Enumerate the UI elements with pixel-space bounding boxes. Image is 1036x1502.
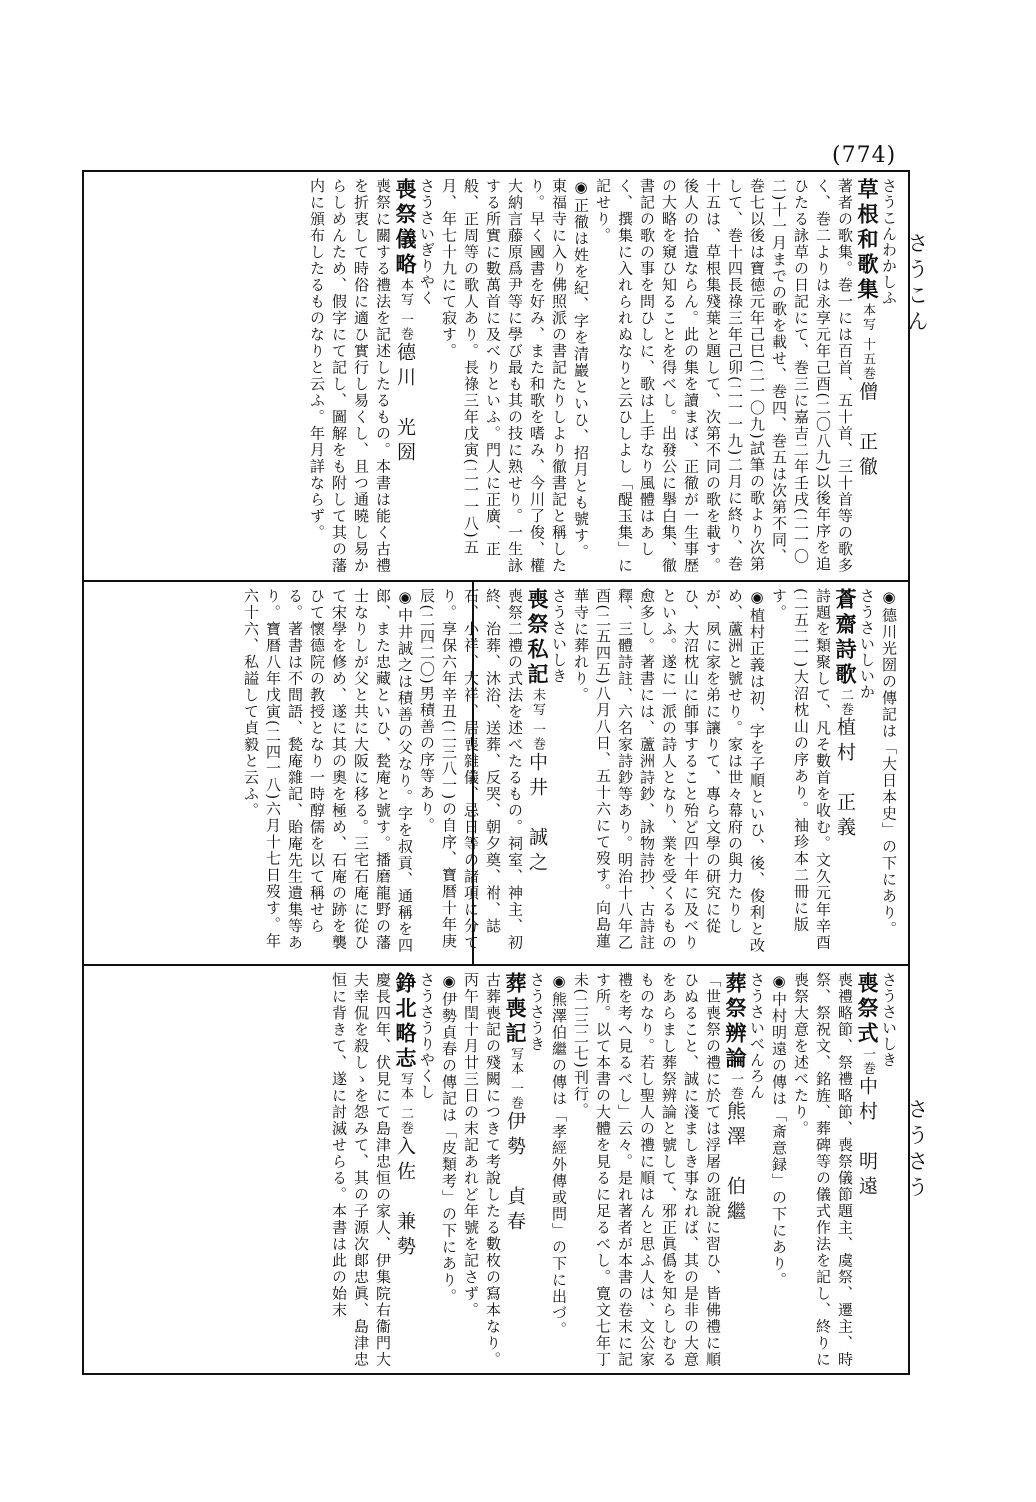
entry-author: 熊澤 伯繼	[724, 1101, 746, 1226]
entry-volumes: 写本 二巻	[398, 1072, 413, 1136]
entry-sousai-shiki-2	[768, 972, 900, 1368]
entry-reading: さうさいしき	[880, 972, 898, 1068]
entry-heading	[394, 178, 416, 574]
entry-author: 中井 誠之	[526, 751, 548, 877]
entry-reading: さうさいしいか	[858, 588, 876, 700]
entry-title: 蒼齋詩歌	[833, 588, 858, 688]
entry-body: 著者の歌集。巻一には百首、五十首、三十首等の歌多く、巻二よりは永享元年己酉(二〇八九)以後年序を追ひたる詠草の日記にて、巻三に嘉吉二年壬戌(二一〇二)十一月までの歌を載せ、巻四、巻五は次第不同、巻七以後は寶徳元年己巳(二一〇九)試筆の歌より次第して、巻十四長祿三年己卯(二一一九)二月に終り、巻十五は、草根集殘葉と題して、次第不同の歌を載す。後人の拾遺ならん。此の集を讀まば、正徹が一生事歴の大略を窺ひ知ることを得べし。出發公に擧白集、徹書記の歌の事を問ひしに、歌は上手なり風體はあしく、撰集に入れられぬなりと云ひしよし「醍玉集」に記せり。	[594, 178, 854, 574]
entry-volumes: 二巻	[838, 688, 853, 717]
entry-heading	[856, 972, 878, 1368]
entry-author: 德川 光圀	[394, 341, 416, 467]
entry-sousai-shiika	[570, 588, 878, 958]
entry-volumes: 写本 一巻	[508, 1047, 523, 1111]
entry-volumes: 一巻	[728, 1072, 743, 1101]
entry-author: 植村 正義	[834, 717, 856, 842]
entry-author: 伊勢 貞春	[504, 1110, 526, 1236]
entry-volumes: 未写 一巻	[530, 688, 545, 752]
entry-author: 入佐 兼勢	[394, 1135, 416, 1261]
entry-reading: さうさいしき	[550, 588, 568, 684]
running-head-top: さうこん	[905, 232, 929, 336]
entry-title: 喪祭儀略	[393, 178, 418, 278]
entry-sousai-shiki	[240, 588, 570, 958]
entry-sousou-ki	[438, 972, 548, 1368]
entry-author: 中村 明遠	[856, 1076, 878, 1201]
entry-reading: さうさいぎりやく	[418, 178, 436, 306]
running-head-bottom: さうさう	[905, 1098, 929, 1202]
entry-author: 僧 正徹	[856, 381, 878, 482]
entry-note: ◉ 中村明遠の傳は「斎意録」の下にあり。	[768, 972, 790, 1368]
upper-band	[92, 178, 900, 574]
entry-body: 喪禮略節、祭禮略節、喪祭儀節題主、虞祭、遷主、時祭、祭祝文、銘旌、葬碑等の儀式作法を記し、終りに喪祭大意を述べたり。	[792, 972, 854, 1368]
entry-sousai-giryaku	[306, 178, 438, 574]
entry-title: 葬喪記	[503, 972, 528, 1047]
entry-heading	[526, 588, 548, 958]
entry-note: ◉ 中井誠之は積善の父なり。字を叔貢、通稱を四郎、また忠藏といひ、甃庵と號す。播磨龍野の藩士なりしが父と共に大阪に移る。三宅石庵に從ひて宋學を修め、遂に其の奧を極め、石庵の跡を襲ひて懷德院の教授となり一時醇儒を以て稱せらる。著書は不間語、甃庵雜記、貽庵先生遺集等あり。寶暦八年戊寅(二四一八)六月十七日歿す。年六十六、私謚して貞毅と云ふ。	[240, 588, 416, 958]
entry-heading	[724, 972, 746, 1368]
entry-heading	[504, 972, 526, 1368]
entry-title: 錚北略志	[393, 972, 418, 1072]
entry-note: ◉ 正徹は姓を紀、字を清巖といひ、招月とも號す。東福寺に入り佛照派の書記たりしより徹書記と稱したり。早く國書を好み、また和歌を嗜み、今川了俊、權大納言藤原爲尹等に學び最も其の技に熟せり。一生詠する所實に數萬首に及べりといふ。門人に正廣、正般、正周等の歌人あり。長祿三年戊寅(二一一八)五月、年七十九にて寂す。	[438, 178, 592, 574]
entry-soukon-wakashu	[438, 178, 900, 574]
entry-note: ◉ 熊澤伯繼の傳は「孝經外傳或問」の下に出づ。	[548, 972, 570, 1368]
entry-reading: さうさいべんろん	[748, 972, 766, 1100]
divider-upper	[82, 580, 910, 582]
entry-title: 葬祭辨論	[723, 972, 748, 1072]
entry-note: ◉ 伊勢貞春の傳記は「皮類考」の下にあり。	[438, 972, 460, 1368]
entry-volumes: 一巻	[860, 1047, 875, 1076]
entry-continuation-note	[878, 588, 900, 958]
entry-note: ◉ 植村正義は初、字を子順といひ、後、俊利と改め、蘆洲と號せり。家は世々幕府の與力たりしが、夙に家を弟に讓りて、專ら文學の研究に從ひ、大沼枕山に師事すること殆ど四十年に及べりといふ。遂に一派の詩人となり、業を受くるもの愈多し。著書には、蘆洲詩鈔、詠物詩抄、古詩註釋、三體詩註、六名家詩鈔等あり。明治十八年乙酉(二五四五)八月八日、五十六にて歿す。向島蓮華寺に葬れり。	[570, 588, 768, 958]
entry-reading: さうさうりやくし	[418, 972, 436, 1100]
lower-band	[92, 972, 900, 1368]
divider-lower	[82, 964, 910, 966]
entry-volumes: 本写 十五巻	[860, 303, 875, 382]
entry-title: 喪祭式	[855, 972, 880, 1047]
entry-body: 喪祭二禮の式法を述べたるもの。祠室、神主、初終、治葬、沐浴、送葬、反哭、朝夕奠、祔、誌石、小祥、大祥、居喪雜儀、忌日等の諸項に分てり。享保六年辛丑(二三八一)の自序、寶暦十年庚辰(二四二〇)男積善の序等あり。	[418, 588, 524, 951]
entry-title: 喪祭私記	[525, 588, 550, 688]
entry-heading	[856, 178, 878, 574]
page-number: (774)	[832, 143, 897, 168]
entry-body: 古葬喪記の殘闕につきて考說したる數枚の寫本なり。丙午閏十月廿三日の末記あれど年號を記さず。	[462, 972, 502, 1368]
middle-band	[92, 588, 900, 958]
entry-reading: さうさうき	[528, 972, 546, 1052]
entry-note: ◉ 德川光圀の傳記は「大日本史」の下にあり。	[878, 588, 900, 958]
entry-sousou-ryakushi	[328, 972, 438, 1368]
entry-body: 喪祭に關する禮法を記述したるもの。本書は能く古禮を折衷して時俗に適ひ實行し易くし、且つ通曉し易からしめんため、假字にて記し、圖解をも附して其の藩内に頒布したるものなりと云ふ。年月詳ならず。	[308, 178, 392, 574]
entry-heading	[394, 972, 416, 1368]
entry-body: 慶長四年、伏見にて島津忠恒の家人、伊集院右衞門大夫幸侃を殺しゝを怨みて、其の子源次郞忠眞、島津忠恒に背きて、遂に討滅せらる。本書は此の始末	[330, 972, 392, 1368]
entry-body: 「世喪祭の禮に於ては浮屠の誑說に習ひ、皆佛禮に順ひぬること、誠に淺ましき事なれば、其の是非の大意をあらまし葬祭辨論と號して、邪正眞僞を知らしむるものなり。若し聖人の禮に順はんと思ふ人は、文公家禮を考へ見るべし」云々。是れ著者が本書の卷末に記す所。以て本書の大體を見るに足るべし。寛文七年丁未(二三二七)刊行。	[572, 972, 722, 1368]
entry-reading: さうこんわかしふ	[880, 178, 898, 306]
entry-sousai-benron	[548, 972, 768, 1368]
entry-volumes: 本写 一巻	[398, 278, 413, 342]
entry-body: 詩題を類聚して、凡そ數首を收む。文久元年辛酉(二五二一)大沼枕山の序あり。袖珍本二冊に版す。	[770, 588, 832, 951]
entry-heading	[834, 588, 856, 958]
entry-title: 草根和歌集	[855, 178, 880, 303]
